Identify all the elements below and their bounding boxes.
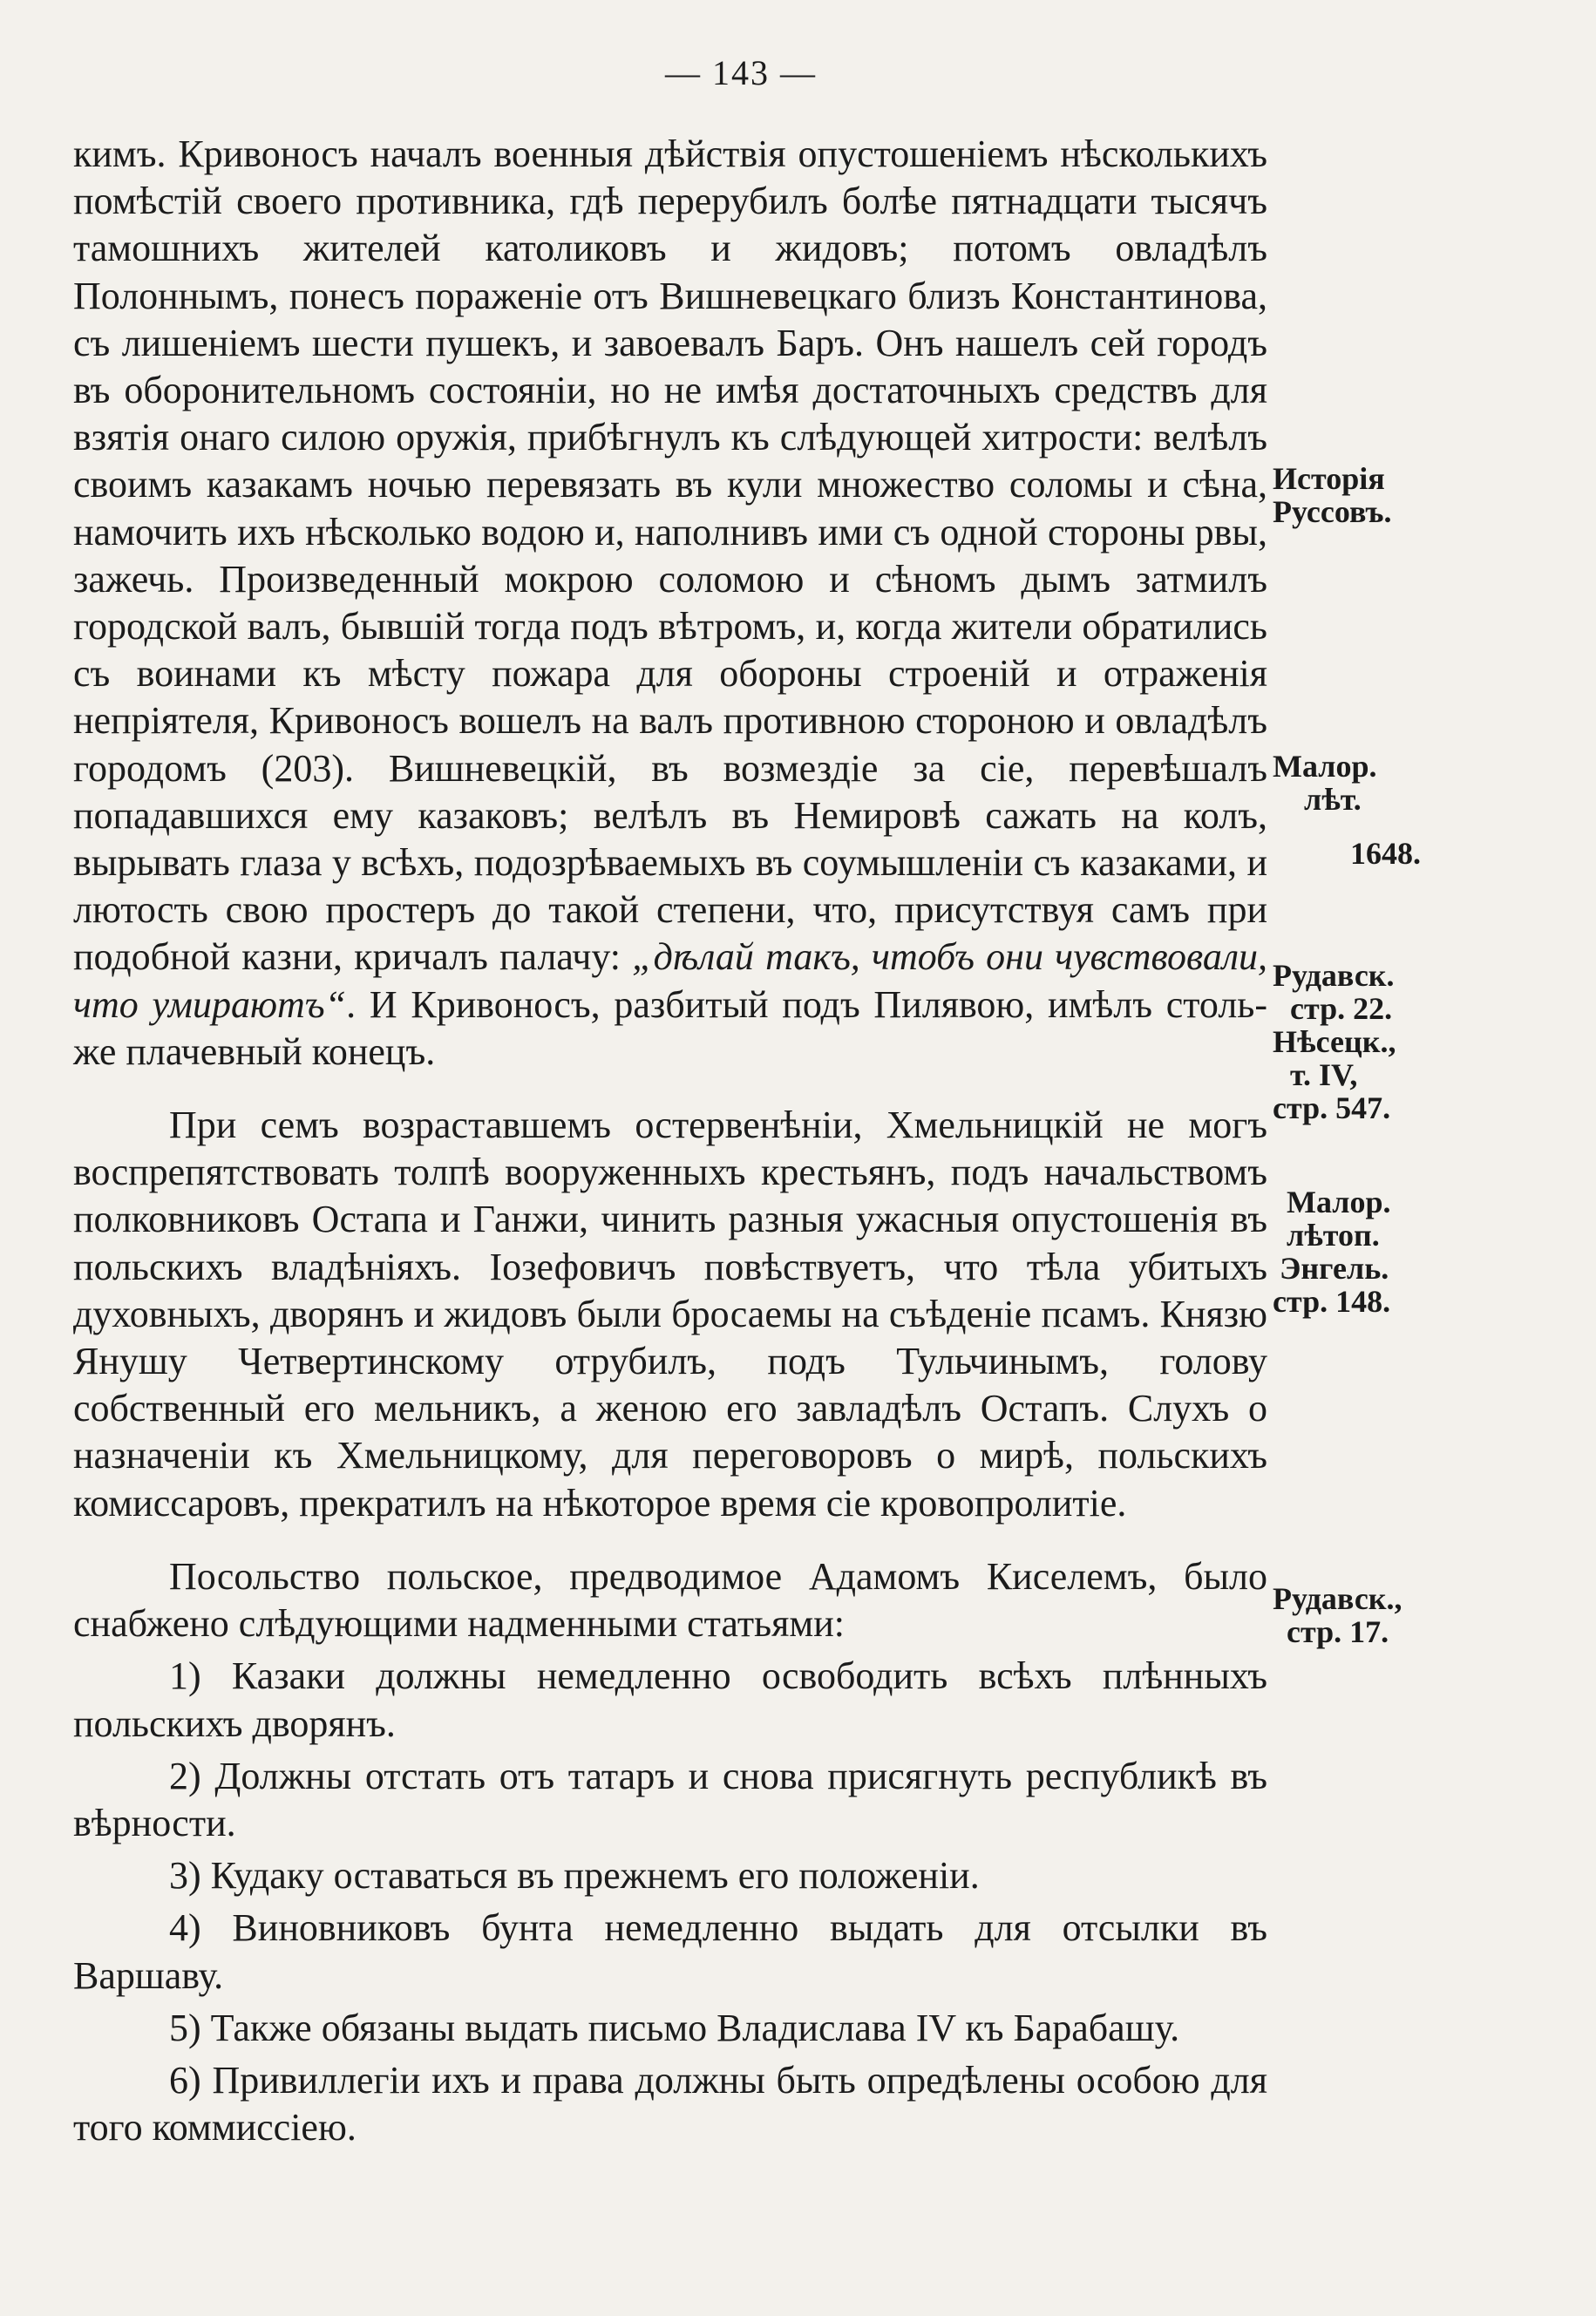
margin-note-6-line-2: стр. 17. xyxy=(1287,1614,1389,1649)
margin-note-1-line-2: Руссовъ. xyxy=(1273,494,1392,529)
paragraph-2: При семъ возраставшемъ остервенѣніи, Хмельницкій не могъ воспрепятствовать толпѣ вооруженныхъ крестьянъ, подъ начальствомъ полковниковъ Остапа и Ганжи, чинить разныя ужасныя опустошенія въ польскихъ владѣніяхъ. Іозефовичъ повѣствуетъ, что тѣла убитыхъ духовныхъ, дворянъ и жидовъ были бросаемы на съѣденіе псамъ. Князю Янушу Четвертинскому отрубилъ, подъ Тульчинымъ, голову собственный его мельникъ, а женою его завладѣлъ Остапъ. Слухъ о назначеніи къ Хмельницкому, для переговоровъ о мирѣ, польскихъ комиссаровъ, прекратилъ на нѣкоторое время сіе кровопролитіе. xyxy=(73,1104,1267,1525)
margin-note-1-line-1: Исторія xyxy=(1273,461,1385,496)
page-number: — 143 — xyxy=(665,53,817,92)
margin-note-4 xyxy=(1273,959,1447,1124)
list-item-2: 2) Должны отстать отъ татаръ и снова присягнуть республикѣ въ вѣрности. xyxy=(73,1754,1267,1844)
paragraph-1-part-2: . И Кривоносъ, разбитый подъ Пилявою, имѣлъ столь-же плачевный конецъ. xyxy=(73,982,1268,1073)
paragraph-1 xyxy=(73,131,1267,1076)
paragraph-3: Посольство польское, предводимое Адамомъ Киселемъ, было снабжено слѣдующими надменными статьями: xyxy=(73,1554,1267,1646)
margin-note-1 xyxy=(1273,462,1447,528)
list-item-5: 5) Также обязаны выдать письмо Владислава IV къ Барабашу. xyxy=(169,2006,1180,2049)
list-item-4: 4) Виновниковъ бунта немедленно выдать для отсылки въ Варшаву. xyxy=(73,1906,1267,1997)
margin-note-4-line-1: Рудавск. xyxy=(1273,958,1395,993)
list-item-6: 6) Привиллегіи ихъ и права должны быть опредѣлены особою для того коммиссіею. xyxy=(73,2058,1267,2150)
margin-note-5-line-4: стр. 148. xyxy=(1273,1284,1391,1319)
margin-note-4-line-5: стр. 547. xyxy=(1273,1090,1391,1125)
margin-note-5-line-2: лѣтоп. xyxy=(1287,1218,1380,1253)
margin-note-2 xyxy=(1273,750,1447,816)
margin-note-4-line-2: стр. 22. xyxy=(1290,991,1393,1026)
margin-note-3-line-1: 1648. xyxy=(1350,836,1421,871)
paragraph-1-part-1: кимъ. Кривоносъ началъ военныя дѣйствія опустошеніемъ нѣсколькихъ помѣстій своего противника, гдѣ перерубилъ болѣе пятнадцати тысячъ тамошнихъ жителей католиковъ и жидовъ; потомъ овладѣлъ Полоннымъ, понесъ пораженіе отъ Вишневецкаго близъ Константинова, съ лишеніемъ шести пушекъ, и завоевалъ Баръ. Онъ нашелъ сей городъ въ оборонительномъ состояніи, но не имѣя достаточныхъ средствъ для взятія онаго силою оружія, прибѣгнулъ къ слѣдующей хитрости: велѣлъ своимъ казакамъ ночью перевязать въ кули множество соломы и сѣна, намочить ихъ нѣсколько водою и, наполнивъ ими съ одной стороны рвы, зажечь. Произведенный мокрою соломою и сѣномъ дымъ затмилъ городской валъ, бывшій тогда подъ вѣтромъ, и, когда жители обратились съ воинами къ мѣсту пожара для обороны строеній и отраженія непріятеля, Кривоносъ вошелъ на валъ противною стороною и овладѣлъ городомъ (203). Вишневецкій, въ возмездіе за сіе, перевѣшалъ попадавшихся ему казаковъ; велѣлъ въ Немировѣ сажать на колъ, вырывать глаза у всѣхъ, подозрѣваемыхъ въ соумышленіи съ казаками, и лютость свою простеръ до такой степени, что, присутствуя самъ при подобной казни, кричалъ палачу: xyxy=(73,132,1267,979)
main-text xyxy=(73,131,1267,2151)
margin-note-3 xyxy=(1273,837,1421,870)
margin-note-5-line-1: Малор. xyxy=(1287,1185,1391,1219)
paragraph-1-quote: „дѣлай такъ, чтобъ они чувствовали, что умираютъ“ xyxy=(73,935,1268,1026)
margin-note-6-line-1: Рудавск., xyxy=(1273,1581,1402,1616)
margin-note-4-line-3: Нѣсецк., xyxy=(1273,1024,1396,1059)
list-item-1: 1) Казаки должны немедленно освободить всѣхъ плѣнныхъ польскихъ дворянъ. xyxy=(73,1654,1267,1745)
margin-note-5-line-3: Энгель. xyxy=(1280,1251,1389,1286)
margin-note-2-line-1: Малор. xyxy=(1273,749,1377,784)
list-item-3: 3) Кудаку оставаться въ прежнемъ его положеніи. xyxy=(169,1854,980,1898)
margin-note-5 xyxy=(1273,1185,1447,1318)
margin-note-6 xyxy=(1273,1582,1447,1648)
margin-note-4-line-4: т. IV, xyxy=(1290,1057,1358,1092)
margin-note-2-line-2: лѣт. xyxy=(1304,782,1362,817)
